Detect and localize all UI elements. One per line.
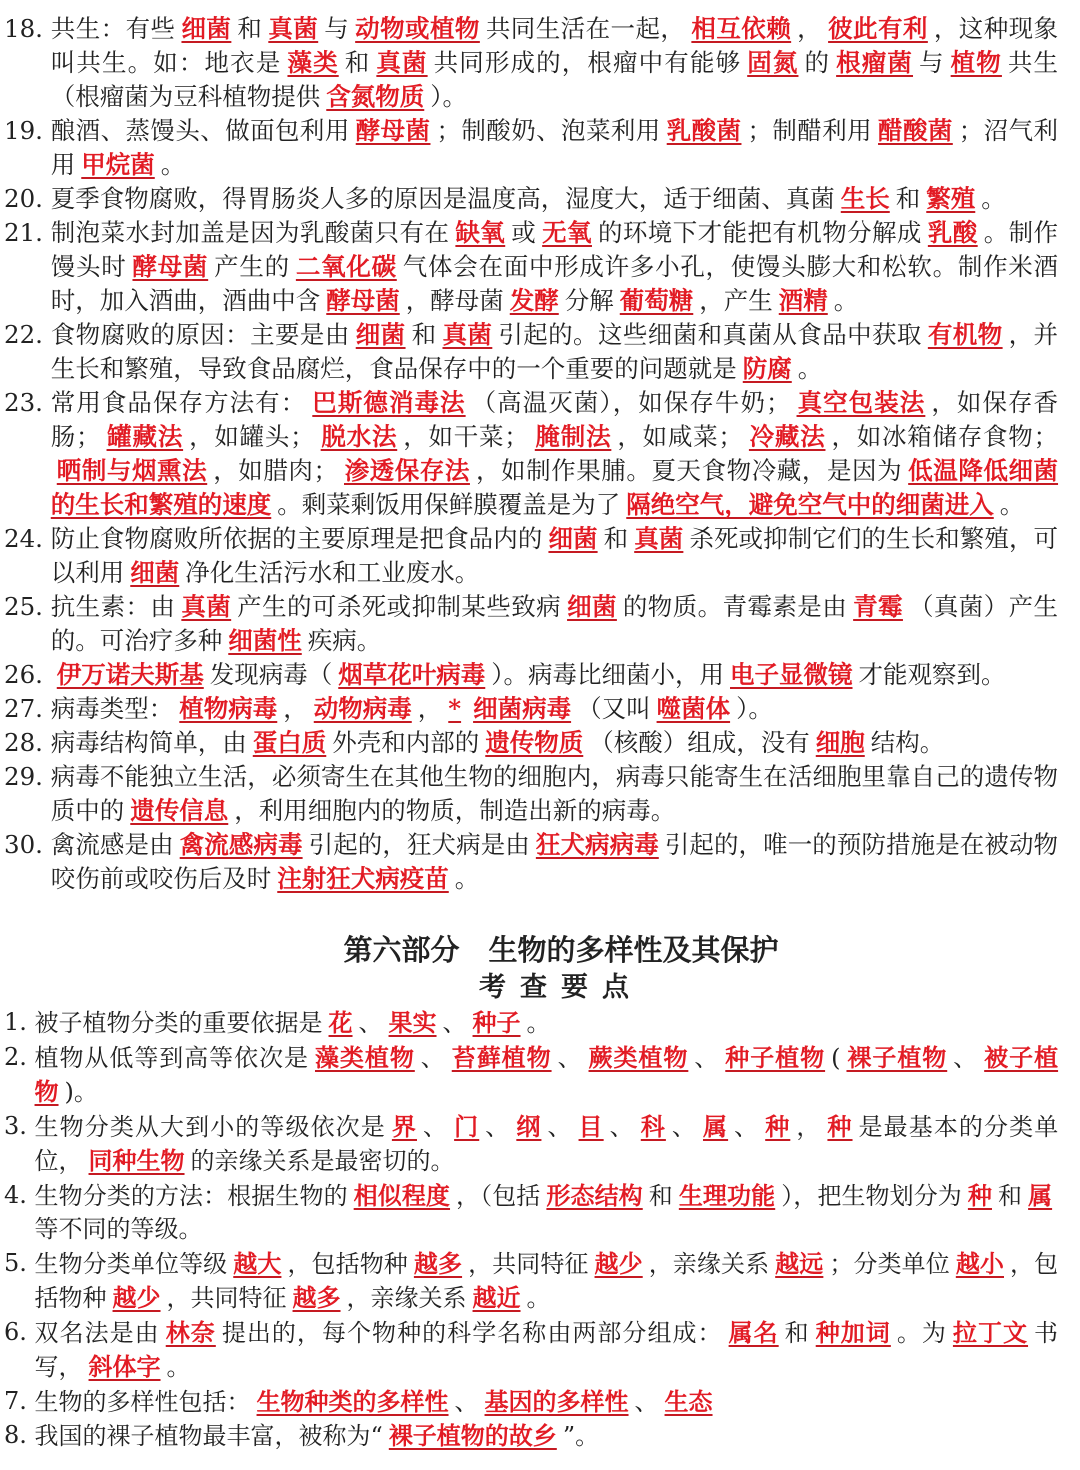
answer-blank: 生长 bbox=[840, 184, 890, 213]
question-number: 5. bbox=[4, 1248, 35, 1277]
question-text-segment: （又叫 bbox=[577, 694, 651, 723]
sub-title: 考查要点 bbox=[479, 972, 643, 1003]
question-text-segment: ，如罐头； bbox=[189, 422, 315, 451]
question-item bbox=[4, 522, 1058, 590]
question-text-segment: 、 bbox=[557, 1043, 583, 1072]
question-number: 8. bbox=[4, 1421, 35, 1449]
question-text-segment: 与 bbox=[919, 48, 945, 77]
answer-blank: 种子植物 bbox=[725, 1042, 826, 1072]
question-number: 27. bbox=[4, 694, 51, 723]
question-text bbox=[51, 12, 1058, 114]
question-text-segment: ；制酸奶、泡菜利用 bbox=[436, 116, 661, 145]
section-microbes bbox=[4, 12, 1058, 896]
question-item bbox=[4, 318, 1058, 386]
question-text-segment: 和 bbox=[411, 320, 437, 349]
answer-blank: 细胞 bbox=[815, 728, 865, 757]
question-text bbox=[51, 760, 1058, 828]
question-text-segment: 。 bbox=[160, 150, 186, 179]
question-text-segment: 的物质。青霉素是由 bbox=[622, 592, 848, 621]
question-text-segment: ( bbox=[831, 1043, 841, 1072]
answer-blank: 越远 bbox=[775, 1248, 824, 1278]
question-text bbox=[51, 182, 1058, 216]
question-text-segment: ， bbox=[417, 694, 443, 723]
question-text-segment: 引起的，唯一的预防措施是在被动物咬伤前或咬伤后及时 bbox=[50, 830, 1059, 893]
question-text-segment: ，如腊肉； bbox=[213, 456, 338, 485]
question-text-segment: ，亲缘关系 bbox=[648, 1249, 770, 1278]
answer-blank: 越近 bbox=[472, 1283, 521, 1312]
question-text-segment: 与 bbox=[324, 14, 350, 43]
answer-blank: 电子显微镜 bbox=[730, 660, 853, 689]
answer-blank: 种 bbox=[827, 1111, 853, 1141]
answer-blank: 真菌 bbox=[634, 524, 684, 553]
question-text-segment: ，如保存香肠； bbox=[50, 388, 1059, 451]
answer-blank: 斜体字 bbox=[88, 1352, 161, 1381]
answer-blank: 葡萄糖 bbox=[619, 286, 694, 315]
answer-blank: 属名 bbox=[728, 1317, 779, 1347]
question-text-segment: 常用食品保存方法有： bbox=[50, 388, 307, 417]
answer-blank: 冷藏法 bbox=[748, 422, 826, 451]
question-item bbox=[4, 216, 1058, 318]
answer-blank: 裸子植物 bbox=[846, 1042, 948, 1072]
question-text-segment: ”。 bbox=[562, 1422, 600, 1450]
answer-blank: 细菌 bbox=[130, 558, 180, 587]
answer-blank: 根瘤菌 bbox=[836, 48, 914, 77]
question-text bbox=[51, 590, 1058, 658]
question-item bbox=[4, 692, 1058, 726]
answer-blank: 越小 bbox=[955, 1248, 1004, 1278]
question-text-segment: 才能观察到。 bbox=[858, 660, 1006, 689]
answer-blank: 乳酸 bbox=[927, 218, 978, 247]
question-text bbox=[51, 216, 1058, 318]
question-text-segment: 产生的 bbox=[214, 252, 290, 281]
question-item bbox=[4, 1179, 1058, 1247]
question-text bbox=[35, 1041, 1058, 1110]
question-text-segment: 、 bbox=[420, 1043, 446, 1072]
question-number: 29. bbox=[4, 762, 51, 791]
question-text-segment: ）。 bbox=[736, 694, 773, 723]
answer-blank: 细菌 bbox=[548, 524, 598, 553]
question-number: 25. bbox=[4, 592, 51, 621]
answer-blank: 形态结构 bbox=[546, 1180, 643, 1210]
answer-blank: 渗透保存法 bbox=[344, 456, 470, 485]
question-number: 26. bbox=[4, 660, 51, 689]
answer-blank: 越大 bbox=[233, 1248, 282, 1278]
answer-blank: 越少 bbox=[594, 1248, 643, 1278]
question-text-segment: 病毒不能独立生活，必须寄生在其他生物的细胞内，病毒只能寄生在活细胞里靠自己的遗传物质中的 bbox=[50, 762, 1058, 825]
answer-blank: 细菌病毒 bbox=[473, 694, 572, 723]
section-biodiversity bbox=[4, 1006, 1058, 1454]
answer-blank: 种 bbox=[967, 1180, 992, 1210]
question-text-segment: ， bbox=[797, 14, 823, 43]
question-item bbox=[4, 726, 1058, 760]
question-text-segment: 结构。 bbox=[870, 728, 945, 757]
question-text-segment: 植物从低等到高等依次是 bbox=[34, 1043, 309, 1072]
question-text-segment: 、 bbox=[423, 1112, 449, 1141]
question-text-segment: 引起的。这些细菌和真菌从食品中获取 bbox=[498, 320, 922, 349]
question-text-segment: ，亲缘关系 bbox=[346, 1284, 467, 1312]
question-text-segment: ，如干菜； bbox=[403, 422, 529, 451]
answer-blank: 藻类植物 bbox=[314, 1042, 415, 1072]
answer-blank: 细菌 bbox=[355, 320, 406, 349]
question-text-segment: 防止食物腐败所依据的主要原理是把食品内的 bbox=[50, 524, 543, 553]
answer-blank: 含氮物质 bbox=[326, 82, 425, 111]
question-item bbox=[4, 658, 1058, 692]
answer-blank: 腌制法 bbox=[534, 422, 612, 451]
answer-blank: 门 bbox=[454, 1111, 480, 1141]
question-text-segment: 等不同的等级。 bbox=[34, 1215, 203, 1243]
question-text bbox=[51, 318, 1058, 386]
question-number: 1. bbox=[4, 1008, 35, 1036]
question-text-segment: ），把生物划分为 bbox=[781, 1181, 962, 1210]
question-number: 22. bbox=[4, 320, 51, 349]
question-text-segment: 、 bbox=[442, 1009, 467, 1037]
answer-blank: 同种生物 bbox=[88, 1146, 185, 1175]
answer-blank: 生态 bbox=[664, 1386, 713, 1416]
question-text-segment: ，并生长和繁殖，导致食品腐烂，食品保存中的一个重要的问题就是 bbox=[50, 320, 1059, 383]
question-number: 7. bbox=[4, 1386, 35, 1415]
question-number: 28. bbox=[4, 728, 51, 757]
question-text-segment: 、 bbox=[454, 1387, 479, 1416]
answer-blank: 有机物 bbox=[927, 320, 1003, 349]
answer-blank: 裸子植物的故乡 bbox=[388, 1421, 557, 1450]
answer-blank: 真菌 bbox=[442, 320, 493, 349]
answer-blank: 植物 bbox=[950, 48, 1002, 77]
question-text-segment: 、 bbox=[547, 1112, 573, 1141]
question-number: 2. bbox=[4, 1042, 35, 1071]
question-text-segment: 、 bbox=[694, 1043, 720, 1072]
answer-blank: 酵母菌 bbox=[326, 286, 400, 315]
answer-blank: 禽流感病毒 bbox=[179, 830, 303, 859]
question-text-segment: 共生（根瘤菌为豆科植物提供 bbox=[50, 48, 1059, 111]
answer-blank: 青霉 bbox=[853, 592, 903, 621]
answer-blank: 藻类 bbox=[287, 48, 339, 77]
answer-blank: 真菌 bbox=[181, 592, 232, 621]
answer-blank: 花 bbox=[328, 1008, 353, 1037]
question-text bbox=[51, 522, 1058, 590]
question-text-segment: ，这种现象叫共生。如：地衣是 bbox=[50, 14, 1059, 77]
question-text-segment: 、 bbox=[485, 1112, 511, 1141]
question-text-segment: 生物分类从大到小的等级依次是 bbox=[34, 1112, 386, 1141]
question-number: 6. bbox=[4, 1317, 35, 1346]
answer-blank: 晒制与烟熏法 bbox=[56, 456, 208, 485]
answer-blank: * bbox=[448, 694, 462, 723]
question-text-segment: 是最基本的分类单位， bbox=[34, 1112, 1059, 1175]
answer-blank: 发酵 bbox=[509, 286, 559, 315]
question-number: 3. bbox=[4, 1111, 35, 1140]
answer-blank: 酵母菌 bbox=[355, 116, 431, 145]
answer-blank: 植物病毒 bbox=[179, 694, 278, 723]
answer-blank: 防腐 bbox=[742, 354, 792, 383]
question-text-segment: 和 bbox=[895, 184, 921, 213]
answer-blank: 二氧化碳 bbox=[295, 252, 397, 281]
answer-blank: 种子 bbox=[472, 1008, 521, 1037]
question-text-segment: 。 bbox=[981, 184, 1006, 213]
question-text-segment: 的 bbox=[804, 48, 831, 77]
part-title: 第六部分 生物的多样性及其保护 bbox=[343, 933, 779, 967]
question-text-segment: 。剩菜剩饭用保鲜膜覆盖是为了 bbox=[277, 490, 621, 519]
question-text-segment: ；制醋利用 bbox=[747, 116, 873, 145]
question-text-segment: 气体会在面中形成许多小孔，使馒头膨大和松软。制作米酒时，加入酒曲，酒曲中含 bbox=[50, 252, 1059, 315]
question-text-segment: 被子植物分类的重要依据是 bbox=[34, 1009, 323, 1037]
question-text-segment: 、 bbox=[358, 1009, 383, 1037]
question-text bbox=[35, 1247, 1058, 1316]
question-item bbox=[4, 1385, 1058, 1420]
question-text-segment: ，如冰箱储存食物； bbox=[831, 422, 1059, 451]
question-text bbox=[51, 726, 1058, 760]
question-text bbox=[35, 1316, 1058, 1385]
question-text-segment: )。 bbox=[64, 1078, 98, 1106]
answer-blank: 遗传物质 bbox=[485, 728, 584, 757]
question-text bbox=[51, 114, 1058, 182]
answer-blank: 界 bbox=[391, 1111, 417, 1141]
question-text-segment: 和 bbox=[344, 48, 371, 77]
question-text-segment: ，酵母菌 bbox=[405, 286, 504, 315]
question-text-segment: 的亲缘关系是最密切的。 bbox=[190, 1147, 455, 1175]
question-text-segment: 酿酒、蒸馒头、做面包利用 bbox=[50, 116, 350, 145]
answer-blank: 细菌 bbox=[181, 14, 232, 43]
question-text-segment: 食物腐败的原因：主要是由 bbox=[50, 320, 350, 349]
answer-blank: 注射狂犬病疫苗 bbox=[277, 864, 449, 893]
question-text-segment: 。 bbox=[526, 1009, 551, 1037]
question-text-segment: 制泡菜水封加盖是因为乳酸菌只有在 bbox=[50, 218, 450, 247]
question-text bbox=[35, 1179, 1058, 1247]
question-text-segment: 分解 bbox=[564, 286, 614, 315]
question-number: 20. bbox=[4, 184, 51, 213]
question-text bbox=[35, 1006, 1058, 1041]
answer-blank: 纲 bbox=[516, 1111, 542, 1141]
question-number: 24. bbox=[4, 524, 51, 553]
answer-blank: 动物病毒 bbox=[313, 694, 412, 723]
answer-blank: 细菌性 bbox=[228, 626, 302, 655]
answer-blank: 酒精 bbox=[778, 286, 828, 315]
question-text bbox=[51, 692, 1058, 726]
question-text-segment: 外壳和内部的 bbox=[332, 728, 480, 757]
question-item bbox=[4, 1247, 1058, 1316]
question-item bbox=[4, 1110, 1058, 1179]
question-number: 21. bbox=[4, 218, 51, 247]
answer-blank: 越少 bbox=[112, 1283, 161, 1312]
question-item bbox=[4, 1316, 1058, 1385]
question-text-segment: ，共同特征 bbox=[166, 1284, 287, 1312]
answer-blank: 脱水法 bbox=[320, 422, 398, 451]
question-number: 19. bbox=[4, 116, 51, 145]
answer-blank: 苔藓植物 bbox=[451, 1042, 552, 1072]
question-text-segment: 和 bbox=[998, 1181, 1023, 1210]
question-text-segment: 和 bbox=[603, 524, 629, 553]
question-text-segment: 发现病毒（ bbox=[209, 660, 333, 689]
answer-blank: 科 bbox=[640, 1111, 666, 1141]
answer-blank: 蕨类植物 bbox=[588, 1042, 689, 1072]
answer-blank: 彼此有利 bbox=[828, 14, 928, 43]
question-text-segment: 我国的裸子植物最丰富，被称为“ bbox=[34, 1422, 383, 1450]
question-text-segment: 。 bbox=[166, 1353, 191, 1381]
question-text-segment: 的环境下才能把有机物分解成 bbox=[597, 218, 922, 247]
question-text-segment: 和 bbox=[237, 14, 263, 43]
question-text-segment: 。 bbox=[833, 286, 859, 315]
answer-blank: 醋酸菌 bbox=[878, 116, 953, 145]
question-text-segment: 、 bbox=[609, 1112, 635, 1141]
answer-blank: 乳酸菌 bbox=[666, 116, 742, 145]
question-text-segment: 疾病。 bbox=[307, 626, 382, 655]
answer-blank: 遗传信息 bbox=[130, 796, 229, 825]
question-number: 4. bbox=[4, 1180, 35, 1209]
question-text-segment: 或 bbox=[511, 218, 537, 247]
answer-blank: 林奈 bbox=[165, 1317, 216, 1347]
answer-blank: 真空包装法 bbox=[796, 388, 926, 417]
question-number: 30. bbox=[4, 830, 51, 859]
question-item bbox=[4, 828, 1058, 896]
question-text-segment: ）。病毒比细菌小，用 bbox=[491, 660, 725, 689]
answer-blank: 巴斯德消毒法 bbox=[312, 388, 466, 417]
question-text-segment: 抗生素：由 bbox=[50, 592, 176, 621]
answer-blank: 隔绝空气，避免空气中的细菌进入 bbox=[626, 490, 994, 519]
question-text bbox=[35, 1385, 1058, 1420]
question-text-segment: 和 bbox=[648, 1181, 673, 1210]
question-text-segment: ， bbox=[283, 694, 308, 723]
question-item bbox=[4, 1006, 1058, 1041]
question-text-segment: ，包括物种 bbox=[287, 1249, 408, 1278]
question-text-segment: 。 bbox=[454, 864, 480, 893]
answer-blank: 果实 bbox=[388, 1008, 437, 1037]
answer-blank: 拉丁文 bbox=[952, 1317, 1029, 1347]
question-text-segment: 产生的可杀死或抑制某些致病 bbox=[237, 592, 562, 621]
question-text bbox=[51, 658, 1058, 692]
question-text-segment: ，如咸菜； bbox=[617, 422, 743, 451]
question-text-segment: 引起的，狂犬病是由 bbox=[308, 830, 530, 859]
answer-blank: 蛋白质 bbox=[252, 728, 327, 757]
answer-blank: 甲烷菌 bbox=[81, 150, 155, 179]
question-text-segment: 。 bbox=[526, 1284, 551, 1312]
answer-blank: 目 bbox=[578, 1111, 604, 1141]
question-text-segment: （真菌）产生的。可治疗多种 bbox=[50, 592, 1059, 655]
answer-blank: 种加词 bbox=[815, 1317, 891, 1347]
question-text-segment: ；分类单位 bbox=[829, 1249, 950, 1278]
question-text-segment: ，利用细胞内的物质，制造出新的病毒。 bbox=[234, 796, 676, 825]
question-item bbox=[4, 1419, 1058, 1454]
answer-blank: 越多 bbox=[413, 1248, 463, 1278]
question-text-segment: 。制作馒头时 bbox=[50, 218, 1059, 281]
answer-blank: 细菌 bbox=[567, 592, 617, 621]
answer-blank: 真菌 bbox=[376, 48, 428, 77]
answer-blank: 低温降低细菌的生长和繁殖的速度 bbox=[50, 456, 1059, 519]
question-text-segment: ）。 bbox=[430, 82, 468, 111]
question-text bbox=[51, 828, 1058, 896]
question-text-segment: 生物分类单位等级 bbox=[34, 1249, 228, 1278]
question-text-segment: ，如制作果脯。夏天食物冷藏，是因为 bbox=[475, 456, 903, 485]
answer-blank: 属 bbox=[702, 1111, 729, 1141]
answer-blank: 狂犬病病毒 bbox=[535, 830, 659, 859]
question-number: 23. bbox=[4, 388, 51, 417]
question-text-segment: ，共同特征 bbox=[468, 1249, 589, 1278]
question-text-segment: 提出的，每个物种的科学名称由两部分组成： bbox=[221, 1318, 723, 1347]
answer-blank: 伊万诺夫斯基 bbox=[56, 660, 204, 689]
question-item bbox=[4, 114, 1058, 182]
question-text-segment: 净化生活污水和工业废水。 bbox=[185, 558, 480, 587]
answer-blank: 生理功能 bbox=[678, 1180, 776, 1210]
question-text-segment: 共同形成的，根瘤中有能够 bbox=[433, 48, 742, 77]
question-text bbox=[35, 1110, 1058, 1179]
question-text-segment: 共生：有些 bbox=[50, 14, 176, 43]
answer-blank: 缺氧 bbox=[455, 218, 506, 247]
question-text-segment: 、 bbox=[671, 1112, 697, 1141]
question-text-segment: 生物分类的方法：根据生物的 bbox=[34, 1181, 348, 1210]
question-text-segment: ，产生 bbox=[699, 286, 773, 315]
answer-blank: 噬菌体 bbox=[656, 694, 731, 723]
question-text-segment: 。 bbox=[999, 490, 1025, 519]
question-text-segment: （核酸）组成，没有 bbox=[589, 728, 810, 757]
answer-blank: 越多 bbox=[292, 1283, 341, 1312]
answer-blank: 真菌 bbox=[268, 14, 319, 43]
question-text-segment: ，（包括 bbox=[456, 1181, 541, 1210]
question-text-segment: 和 bbox=[784, 1318, 810, 1347]
answer-blank: 相互依赖 bbox=[691, 14, 792, 43]
question-text-segment: 双名法是由 bbox=[34, 1318, 160, 1347]
question-item bbox=[4, 760, 1058, 828]
question-text-segment: 病毒类型： bbox=[50, 694, 174, 723]
question-text-segment: ，包括物种 bbox=[34, 1249, 1059, 1312]
answer-blank: 动物或植物 bbox=[355, 14, 480, 43]
question-text-segment: 生物的多样性包括： bbox=[34, 1387, 251, 1416]
answer-blank: 罐藏法 bbox=[106, 422, 184, 451]
question-text-segment: 共同生活在一起， bbox=[485, 14, 686, 43]
question-item bbox=[4, 1041, 1058, 1110]
question-text-segment: 、 bbox=[953, 1043, 979, 1072]
question-text-segment: 。为 bbox=[896, 1318, 947, 1347]
question-item bbox=[4, 12, 1058, 114]
answer-blank: 相似程度 bbox=[353, 1180, 451, 1210]
question-text bbox=[35, 1419, 1058, 1454]
answer-blank: 无氧 bbox=[542, 218, 592, 247]
question-text-segment: 。 bbox=[797, 354, 823, 383]
question-text bbox=[51, 386, 1058, 522]
question-text-segment: （高温灭菌），如保存牛奶； bbox=[471, 388, 791, 417]
answer-blank: 被子植物 bbox=[34, 1042, 1059, 1106]
question-text-segment: 病毒结构简单，由 bbox=[50, 728, 247, 757]
question-item bbox=[4, 590, 1058, 658]
answer-blank: 固氮 bbox=[747, 48, 799, 77]
question-number: 18. bbox=[4, 14, 51, 43]
answer-blank: 繁殖 bbox=[926, 184, 976, 213]
question-text-segment: 夏季食物腐败，得胃肠炎人多的原因是温度高，湿度大，适于细菌、真菌 bbox=[50, 184, 835, 213]
question-text-segment: 、 bbox=[634, 1387, 659, 1416]
question-text-segment: ；沼气利用 bbox=[50, 116, 1059, 179]
question-item bbox=[4, 386, 1058, 522]
question-text-segment: 书写， bbox=[34, 1318, 1059, 1381]
question-text-segment: 杀死或抑制它们的生长和繁殖，可以利用 bbox=[50, 524, 1059, 587]
answer-blank: 烟草花叶病毒 bbox=[338, 660, 486, 689]
question-text-segment: 禽流感是由 bbox=[50, 830, 174, 859]
question-item bbox=[4, 182, 1058, 216]
answer-blank: 种 bbox=[765, 1111, 791, 1141]
question-text-segment: 、 bbox=[734, 1112, 760, 1141]
answer-blank: 酵母菌 bbox=[132, 252, 209, 281]
question-text-segment: ， bbox=[796, 1112, 822, 1141]
answer-blank: 属 bbox=[1028, 1180, 1053, 1210]
answer-blank: 生物种类的多样性 bbox=[256, 1386, 449, 1416]
answer-blank: 基因的多样性 bbox=[484, 1386, 629, 1416]
